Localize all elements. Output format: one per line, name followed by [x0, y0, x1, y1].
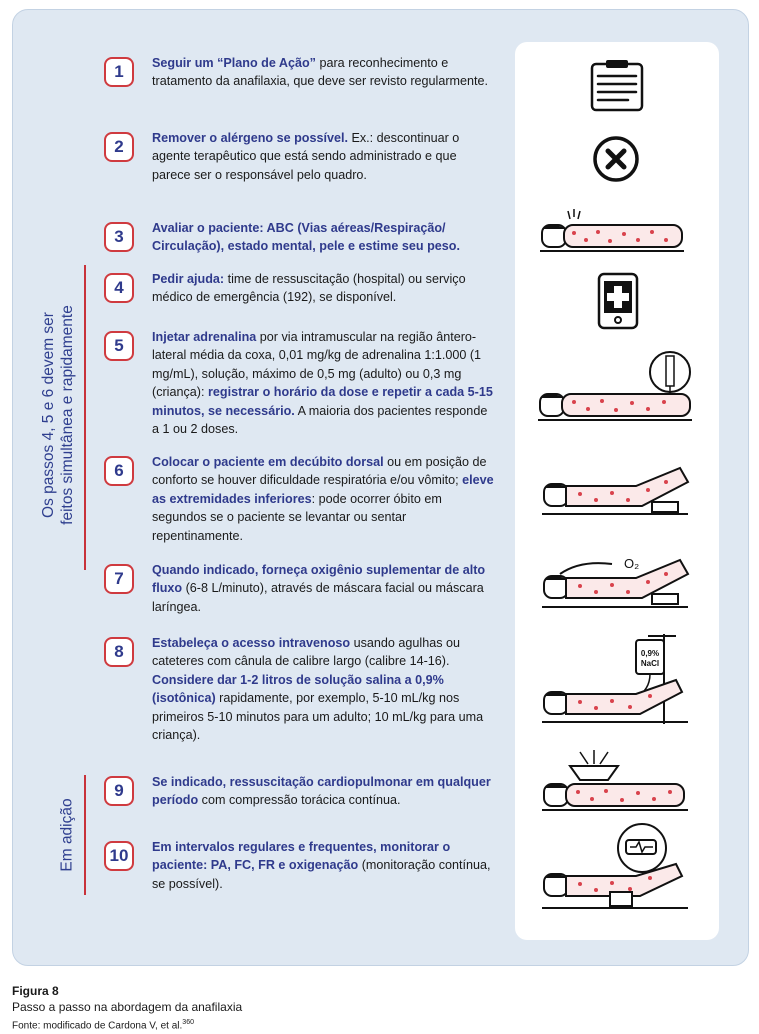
step-text	[152, 773, 497, 810]
step-text-plain: : pode ocorrer óbito em segundos se o paciente se levantar ou sentar repentinamente.	[152, 491, 442, 543]
step-text-plain: time de ressuscitação (hospital) ou serviço médico de emergência (192), se disponível.	[152, 272, 466, 305]
step-text	[152, 634, 497, 744]
step-number: 8	[104, 637, 134, 667]
step-text-emphasis: Estabeleça o acesso intravenoso	[152, 636, 351, 650]
step-text	[152, 129, 497, 184]
step-text-plain: usando agulhas ou cateteres com cânula de calibre largo (calibre 14-16).	[152, 636, 461, 669]
caption-title: Figura 8	[12, 984, 59, 998]
step-text-plain: (6-8 L/minuto), através de máscara facial ou máscara laríngea.	[152, 581, 484, 614]
step-text-plain: (monitoração contínua, se possível).	[152, 858, 491, 891]
cpr-icon	[540, 750, 692, 816]
step-text	[152, 328, 497, 438]
step-text-emphasis: Quando indicado, forneça oxigênio suplementar de alto fluxo	[152, 563, 486, 596]
step-text-emphasis: eleve as extremidades inferiores	[152, 473, 494, 506]
iv-saline-icon	[540, 632, 692, 728]
step-text-emphasis: Seguir um “Plano de Ação”	[152, 56, 316, 70]
step-text-emphasis: registrar o horário da dose e repetir a cada 5-15 minutos, se necessário.	[152, 385, 493, 418]
patient-assessment-icon	[538, 207, 688, 255]
step-number: 7	[104, 564, 134, 594]
step-text	[152, 838, 497, 893]
iv-bag-label-1: 0,9%	[640, 649, 660, 658]
phone-help-icon	[596, 272, 640, 330]
caption-ref: 360	[182, 1019, 194, 1026]
step-text	[152, 270, 497, 307]
step-text-emphasis: Pedir ajuda:	[152, 272, 225, 286]
step-text-emphasis: Remover o alérgeno se possível.	[152, 131, 348, 145]
step-text-plain: rapidamente, por exemplo, 5-10 mL/kg nos primeiros 5-10 minutos para um adulto; 10 mL/kg para uma criança).	[152, 691, 484, 743]
step-number: 9	[104, 776, 134, 806]
step-text-emphasis: Colocar o paciente em decúbito dorsal	[152, 455, 384, 469]
legs-elevated-icon	[540, 462, 692, 520]
step-text-emphasis: Se indicado, ressuscitação cardiopulmonar em qualquer período	[152, 775, 491, 808]
step-text-plain: com compressão torácica contínua.	[198, 793, 401, 808]
group-label-addition: Em adição	[58, 798, 76, 872]
step-text-emphasis: Considere dar 1-2 litros de solução salina a 0,9% (isotônica)	[152, 672, 444, 706]
step-text-plain: A maioria dos pacientes responde a 1 ou 2 doses.	[152, 403, 488, 437]
step-text-emphasis: Injetar adrenalina	[152, 330, 257, 344]
remove-allergen-x-icon	[592, 135, 640, 183]
adrenaline-injection-icon	[536, 348, 696, 428]
step-text-emphasis: Em intervalos regulares e frequentes, monitorar o paciente: PA, FC, FR e oxigenação	[152, 840, 451, 873]
step-text-plain: por via intramuscular na região ântero-lateral média da coxa, 0,01 mg/kg de adrenalina 1:1.000 (1 mg/mL), solução, máximo de 0,5 mg (adulto) ou 0,3 mg (criança):	[152, 330, 482, 400]
step-number: 4	[104, 273, 134, 303]
figure-caption	[12, 983, 242, 1034]
step-text	[152, 561, 497, 616]
step-text	[152, 219, 497, 256]
step-number: 2	[104, 132, 134, 162]
group-label-main: Os passos 4, 5 e 6 devem ser feitos simultânea e rapidamente	[40, 305, 76, 525]
monitoring-icon	[540, 822, 692, 914]
step-number: 5	[104, 331, 134, 361]
o2-label: O₂	[624, 556, 640, 571]
step-text-plain: Ex.: descontinuar o agente terapêutico que está sendo administrado e que parece ser o responsável pelo quadro.	[152, 131, 460, 182]
iv-bag-label-2: NaCl	[640, 659, 660, 668]
step-number: 10	[104, 841, 134, 871]
step-number: 3	[104, 222, 134, 252]
clipboard-icon	[584, 58, 650, 114]
caption-source-text: Fonte: modificado de Cardona V, et al.	[12, 1020, 183, 1032]
step-text	[152, 54, 497, 91]
caption-source	[12, 1015, 242, 1034]
group-line-addition	[84, 775, 86, 895]
step-text	[152, 453, 497, 545]
step-number: 6	[104, 456, 134, 486]
group-line-main	[84, 265, 86, 570]
oxygen-mask-icon	[540, 552, 692, 612]
step-text-emphasis: Avaliar o paciente: ABC (Vias aéreas/Respiração/ Circulação), estado mental, pele e estime seu peso.	[152, 221, 460, 254]
step-text-plain: ou em posição de conforto se houver dificuldade respiratória e/ou vômito;	[152, 455, 487, 488]
caption-text: Passo a passo na abordagem da anafilaxia	[12, 1000, 243, 1014]
step-text-plain: para reconhecimento e tratamento da anafilaxia, que deve ser revisto regularmente.	[152, 56, 489, 89]
step-number: 1	[104, 57, 134, 87]
